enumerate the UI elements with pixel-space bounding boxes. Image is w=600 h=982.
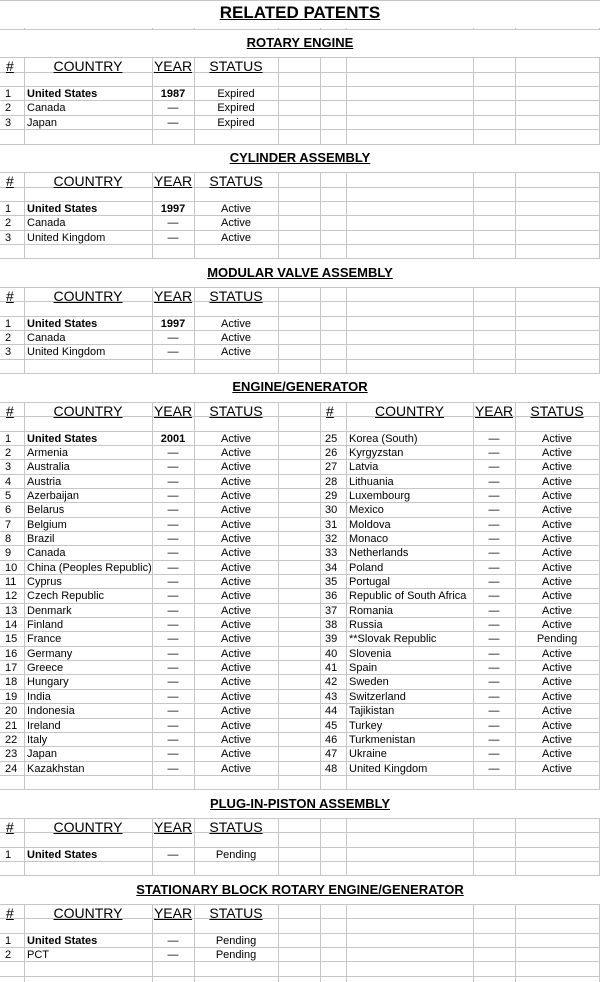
year-value: — [488,734,500,746]
section-title: ENGINE/GENERATOR [232,379,368,394]
column-header-number: # [6,173,14,189]
country-name: Turkmenistan [349,734,416,746]
year-value: — [167,232,179,244]
row-number: 37 [325,605,338,617]
country-name: Moldova [349,519,391,531]
country-name: Kyrgyzstan [349,447,404,459]
status-value: Active [221,203,251,215]
year-value: — [167,605,179,617]
row-number: 39 [325,633,338,645]
row-number: 16 [5,648,18,660]
year-value: — [167,619,179,631]
column-header-year: YEAR [153,403,193,419]
country-name: Austria [27,476,62,488]
row-number: 3 [5,461,12,473]
status-value: Active [542,676,572,688]
country-name: United Kingdom [27,346,106,358]
country-name: Cyprus [27,576,62,588]
country-name: United Kingdom [27,232,106,244]
row-number: 36 [325,590,338,602]
year-value: — [167,461,179,473]
status-value: Active [542,533,572,545]
year-value: — [488,476,500,488]
row-number: 9 [5,547,12,559]
row-number: 45 [325,720,338,732]
status-value: Active [221,662,251,674]
year-value: — [488,662,500,674]
status-value: Active [221,433,251,445]
status-value: Active [221,332,251,344]
year-value: — [488,763,500,775]
year-value: 2001 [160,433,186,445]
status-value: Pending [215,949,257,961]
year-value: — [167,691,179,703]
row-number: 40 [325,648,338,660]
status-value: Active [221,490,251,502]
country-name: Ukraine [349,748,387,760]
row-number: 22 [5,734,18,746]
column-header-country: COUNTRY [53,905,123,921]
row-number: 43 [325,691,338,703]
country-name: Switzerland [349,691,406,703]
column-header-number: # [6,819,14,835]
country-name: Canada [27,102,66,114]
status-value: Active [542,691,572,703]
row-number: 1 [5,318,12,330]
year-value: — [488,605,500,617]
year-value: — [167,576,179,588]
row-number: 2 [5,102,12,114]
country-name: Greece [27,662,64,674]
row-number: 44 [325,705,338,717]
country-name: Denmark [27,605,72,617]
status-value: Active [542,662,572,674]
country-name: Portugal [349,576,390,588]
status-value: Active [221,217,251,229]
row-number: 2 [5,332,12,344]
row-number: 12 [5,590,18,602]
status-value: Active [221,590,251,602]
year-value: — [167,590,179,602]
year-value: — [167,763,179,775]
year-value: — [488,720,500,732]
column-header-year: YEAR [153,173,193,189]
country-name: Canada [27,217,66,229]
status-value: Pending [215,849,257,861]
year-value: — [167,648,179,660]
year-value: — [167,748,179,760]
year-value: — [167,734,179,746]
year-value: — [488,590,500,602]
section-title: CYLINDER ASSEMBLY [229,150,371,165]
column-header-number: # [6,58,14,74]
column-header-country: COUNTRY [53,819,123,835]
column-header-number: # [326,403,334,419]
status-value: Active [542,763,572,775]
column-header-status: STATUS [209,819,263,835]
section-title: ROTARY ENGINE [246,35,354,50]
country-name: China (Peoples Republic) [27,562,152,574]
row-number: 32 [325,533,338,545]
country-name: United Kingdom [349,763,428,775]
country-name: Poland [349,562,384,574]
row-number: 19 [5,691,18,703]
row-number: 14 [5,619,18,631]
row-number: 13 [5,605,18,617]
country-name: Finland [27,619,64,631]
status-value: Active [221,648,251,660]
year-value: — [167,332,179,344]
status-value: Active [221,763,251,775]
country-name: United States [27,433,98,445]
row-number: 48 [325,763,338,775]
row-number: 46 [325,734,338,746]
status-value: Active [542,433,572,445]
status-value: Active [542,720,572,732]
status-value: Active [221,720,251,732]
year-value: — [488,619,500,631]
year-value: — [167,217,179,229]
country-name: Brazil [27,533,55,545]
column-header-country: COUNTRY [375,403,444,419]
year-value: — [488,461,500,473]
year-value: — [167,346,179,358]
country-name: Japan [27,117,57,129]
country-name: Monaco [349,533,389,545]
column-header-number: # [6,905,14,921]
country-name: Hungary [27,676,69,688]
country-name: Mexico [349,504,384,516]
country-name: United States [27,88,98,100]
row-number: 8 [5,533,12,545]
section-title: PLUG-IN-PISTON ASSEMBLY [209,796,391,811]
year-value: — [488,705,500,717]
country-name: Tajikistan [349,705,395,717]
year-value: — [488,691,500,703]
country-name: **Slovak Republic [349,633,437,645]
country-name: Belarus [27,504,65,516]
year-value: — [167,547,179,559]
row-number: 33 [325,547,338,559]
row-number: 1 [5,935,12,947]
year-value: — [167,720,179,732]
status-value: Active [542,447,572,459]
country-name: Spain [349,662,378,674]
year-value: — [488,576,500,588]
row-number: 5 [5,490,12,502]
row-number: 2 [5,949,12,961]
country-name: Netherlands [349,547,409,559]
status-value: Expired [217,88,255,100]
column-header-number: # [6,403,14,419]
row-number: 3 [5,117,12,129]
country-name: Kazakhstan [27,763,85,775]
row-number: 2 [5,447,12,459]
column-header-status: STATUS [209,905,263,921]
row-number: 1 [5,88,12,100]
country-name: Australia [27,461,70,473]
column-header-year: YEAR [153,58,193,74]
year-value: — [488,533,500,545]
row-number: 10 [5,562,18,574]
row-number: 1 [5,203,12,215]
country-name: Italy [27,734,48,746]
country-name: Czech Republic [27,590,105,602]
status-value: Active [542,605,572,617]
status-value: Active [221,232,251,244]
status-value: Active [542,476,572,488]
country-name: Korea (South) [349,433,418,445]
row-number: 20 [5,705,18,717]
year-value: 1987 [160,88,186,100]
country-name: Japan [27,748,57,760]
country-name: Armenia [27,447,68,459]
row-number: 28 [325,476,338,488]
row-gridline [0,976,600,977]
status-value: Active [542,461,572,473]
status-value: Active [221,461,251,473]
year-value: — [167,447,179,459]
country-name: Germany [27,648,73,660]
year-value: — [167,519,179,531]
year-value: — [488,748,500,760]
year-value: — [488,504,500,516]
status-value: Active [221,748,251,760]
year-value: 1997 [160,203,186,215]
year-value: — [167,705,179,717]
status-value: Active [542,519,572,531]
row-number: 38 [325,619,338,631]
country-name: Latvia [349,461,379,473]
page-title: RELATED PATENTS [219,3,381,22]
row-number: 11 [5,576,17,588]
column-header-country: COUNTRY [53,58,123,74]
year-value: — [488,447,500,459]
country-name: Indonesia [27,705,75,717]
year-value: — [167,676,179,688]
status-value: Active [221,605,251,617]
status-value: Active [542,619,572,631]
country-name: Luxembourg [349,490,411,502]
status-value: Active [221,633,251,645]
year-value: — [488,676,500,688]
column-header-status: STATUS [209,173,263,189]
row-number: 21 [5,720,18,732]
country-name: Canada [27,547,66,559]
status-value: Pending [215,935,257,947]
row-number: 1 [5,433,12,445]
country-name: Russia [349,619,383,631]
row-number: 34 [325,562,338,574]
column-header-status: STATUS [209,58,263,74]
column-header-country: COUNTRY [53,173,123,189]
country-name: Canada [27,332,66,344]
year-value: — [167,504,179,516]
row-number: 27 [325,461,338,473]
column-header-number: # [6,288,14,304]
status-value: Active [542,705,572,717]
status-value: Active [542,490,572,502]
section-title: MODULAR VALVE ASSEMBLY [207,265,393,280]
year-value: 1997 [160,318,186,330]
country-name: Azerbaijan [27,490,79,502]
column-header-country: COUNTRY [53,288,123,304]
row-gridline [0,961,600,962]
status-value: Active [542,734,572,746]
year-value: — [167,949,179,961]
row-number: 41 [325,662,338,674]
row-number: 42 [325,676,338,688]
row-number: 3 [5,232,12,244]
status-value: Active [221,519,251,531]
row-number: 18 [5,676,18,688]
country-name: United States [27,849,98,861]
row-number: 6 [5,504,12,516]
country-name: Republic of South Africa [349,590,467,602]
status-value: Active [221,734,251,746]
country-name: Belgium [27,519,67,531]
row-number: 47 [325,748,338,760]
row-number: 1 [5,849,12,861]
row-number: 24 [5,763,18,775]
country-name: India [27,691,51,703]
status-value: Active [542,748,572,760]
status-value: Expired [217,102,255,114]
country-name: Lithuania [349,476,394,488]
status-value: Active [221,562,251,574]
year-value: — [167,490,179,502]
status-value: Active [221,576,251,588]
year-value: — [488,648,500,660]
row-gridline [0,359,600,360]
column-header-status: STATUS [209,288,263,304]
row-number: 2 [5,217,12,229]
column-header-year: YEAR [474,403,514,419]
country-name: Sweden [349,676,389,688]
year-value: — [488,562,500,574]
section-title: STATIONARY BLOCK ROTARY ENGINE/GENERATOR [136,882,464,897]
row-number: 35 [325,576,338,588]
year-value: — [167,117,179,129]
year-value: — [488,547,500,559]
status-value: Active [221,318,251,330]
row-number: 26 [325,447,338,459]
status-value: Active [221,676,251,688]
status-value: Active [542,504,572,516]
status-value: Active [221,619,251,631]
country-name: France [27,633,62,645]
status-value: Active [542,576,572,588]
row-gridline [0,115,600,116]
status-value: Pending [536,633,578,645]
year-value: — [167,662,179,674]
column-header-status: STATUS [530,403,584,419]
year-value: — [167,935,179,947]
status-value: Active [221,447,251,459]
row-number: 3 [5,346,12,358]
row-number: 23 [5,748,18,760]
year-value: — [167,102,179,114]
year-value: — [167,633,179,645]
year-value: — [488,633,500,645]
status-value: Active [221,346,251,358]
country-name: United States [27,318,98,330]
status-value: Active [221,533,251,545]
status-value: Active [221,705,251,717]
row-number: 7 [5,519,12,531]
country-name: Romania [349,605,394,617]
status-value: Active [221,504,251,516]
country-name: United States [27,203,98,215]
row-number: 30 [325,504,338,516]
row-number: 15 [5,633,18,645]
country-name: United States [27,935,98,947]
row-gridline [0,129,600,130]
country-name: Turkey [349,720,383,732]
status-value: Active [221,476,251,488]
column-header-status: STATUS [209,403,263,419]
year-value: — [488,519,500,531]
column-header-country: COUNTRY [53,403,123,419]
status-value: Active [542,562,572,574]
year-value: — [167,562,179,574]
status-value: Active [542,590,572,602]
row-number: 31 [325,519,338,531]
row-number: 17 [5,662,18,674]
row-number: 25 [325,433,338,445]
country-name: Ireland [27,720,61,732]
row-number: 4 [5,476,12,488]
status-value: Active [542,648,572,660]
status-value: Active [221,547,251,559]
year-value: — [488,490,500,502]
country-name: PCT [27,949,49,961]
status-value: Expired [217,117,255,129]
country-name: Slovenia [349,648,392,660]
column-header-year: YEAR [153,819,193,835]
year-value: — [488,433,500,445]
status-value: Active [221,691,251,703]
column-header-year: YEAR [153,288,193,304]
column-header-year: YEAR [153,905,193,921]
year-value: — [167,849,179,861]
status-value: Active [542,547,572,559]
year-value: — [167,533,179,545]
year-value: — [167,476,179,488]
row-number: 29 [325,490,338,502]
